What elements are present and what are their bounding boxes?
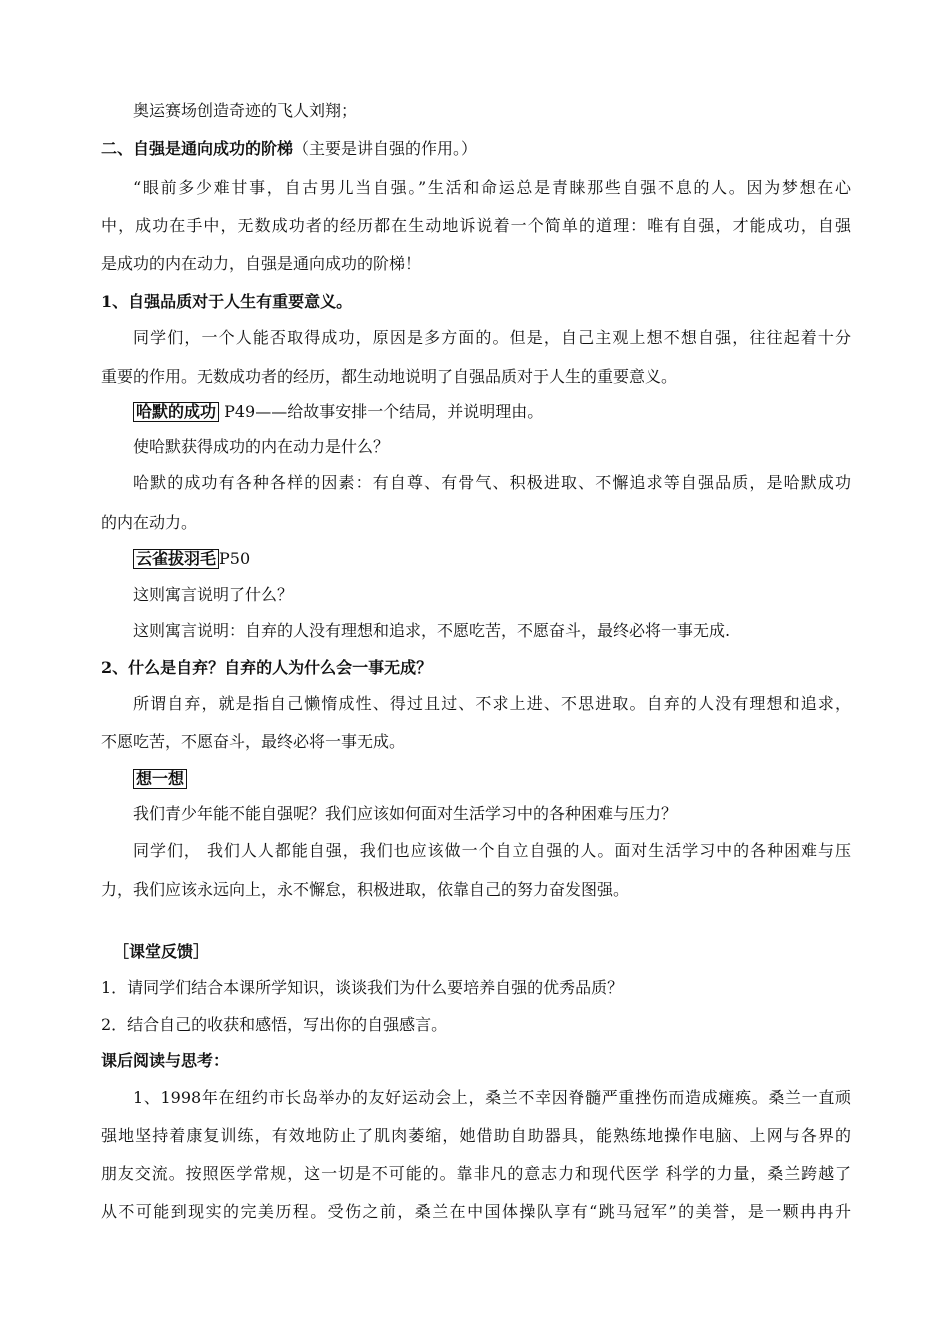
story-line [133,402,851,422]
paragraph-line: 奥运赛场创造奇迹的飞人刘翔； [133,101,358,120]
paragraph-line: 重要的作用。无数成功者的经历，都生动地说明了自强品质对于人生的重要意义。 [101,367,678,386]
paragraph-line: 这则寓言说明：自弃的人没有理想和追求，不愿吃苦，不愿奋斗，最终必将一事无成. [133,621,731,640]
paragraph-line: 的内在动力。 [101,513,198,532]
paragraph-line: 是成功的内在动力，自强是通向成功的阶梯！ [101,254,422,273]
question-line: 这则寓言说明了什么？ [133,585,294,604]
paragraph-line: 强地坚持着康复训练，有效地防止了肌肉萎缩，她借助自助器具，能熟练地操作电脑、上网与各界的 [101,1126,851,1145]
subsection-heading: 2、什么是自弃？自弃的人为什么会一事无成？ [101,658,433,677]
section-heading-note: （主要是讲自强的作用。） [293,139,478,158]
paragraph-line: 1、1998年在纽约市长岛举办的友好运动会上，桑兰不幸因脊髓严重挫伤而造成瘫痪。桑兰一直顽 [133,1088,851,1107]
paragraph-line: 同学们， 我们人人都能自强，我们也应该做一个自立自强的人。面对生活学习中的各种困难与压 [133,841,851,860]
story-page-ref: P50 [219,549,251,568]
paragraph-line: 力，我们应该永远向上，永不懈怠，积极进取，依靠自己的努力奋发图强。 [101,880,630,899]
paragraph-line: 哈默的成功有各种各样的因素：有自尊、有骨气、积极进取、不懈追求等自强品质，是哈默成功 [133,473,851,492]
paragraph-line: 朋友交流。按照医学常规，这一切是不可能的。靠非凡的意志力和现代医学 科学的力量，桑兰跨越了 [101,1164,851,1183]
think-box: 想一想 [133,769,187,789]
story-instruction: P49——给故事安排一个结局，并说明理由。 [219,402,544,421]
section-heading-bold: 二、自强是通向成功的阶梯 [101,139,294,158]
think-box-line [133,769,851,789]
feedback-item: 1．请同学们结合本课所学知识，谈谈我们为什么要培养自强的优秀品质？ [101,978,624,997]
paragraph-line: 所谓自弃，就是指自己懒惰成性、得过且过、不求上进、不思进取。自弃的人没有理想和追求， [133,694,851,713]
paragraph-line: 中，成功在手中，无数成功者的经历都在生动地诉说着一个简单的道理：唯有自强，才能成功，自强 [101,216,851,235]
paragraph-line: 不愿吃苦，不愿奋斗，最终必将一事无成。 [101,732,406,751]
question-line: 使哈默获得成功的内在动力是什么？ [133,437,390,456]
paragraph-line: “眼前多少难甘事，自古男儿当自强。”生活和命运总是青睐那些自强不息的人。因为梦想在心 [133,178,851,197]
reading-heading: 课后阅读与思考： [101,1051,230,1070]
question-line: 我们青少年能不能自强呢？我们应该如何面对生活学习中的各种困难与压力？ [133,804,678,823]
paragraph-line: 从不可能到现实的完美历程。受伤之前，桑兰在中国体操队享有“跳马冠军”的美誉，是一颗冉冉升 [101,1202,851,1221]
story-line [133,549,851,569]
subsection-heading: 1、自强品质对于人生有重要意义。 [101,292,353,311]
paragraph-line: 同学们，一个人能否取得成功，原因是多方面的。但是，自己主观上想不想自强，往往起着十分 [133,328,851,347]
feedback-heading: ［课堂反馈］ [113,942,210,961]
story-title-box: 云雀拔羽毛 [133,549,219,569]
feedback-item: 2．结合自己的收获和感悟，写出你的自强感言。 [101,1015,448,1034]
section-heading [101,139,851,159]
story-title-box: 哈默的成功 [133,402,219,422]
